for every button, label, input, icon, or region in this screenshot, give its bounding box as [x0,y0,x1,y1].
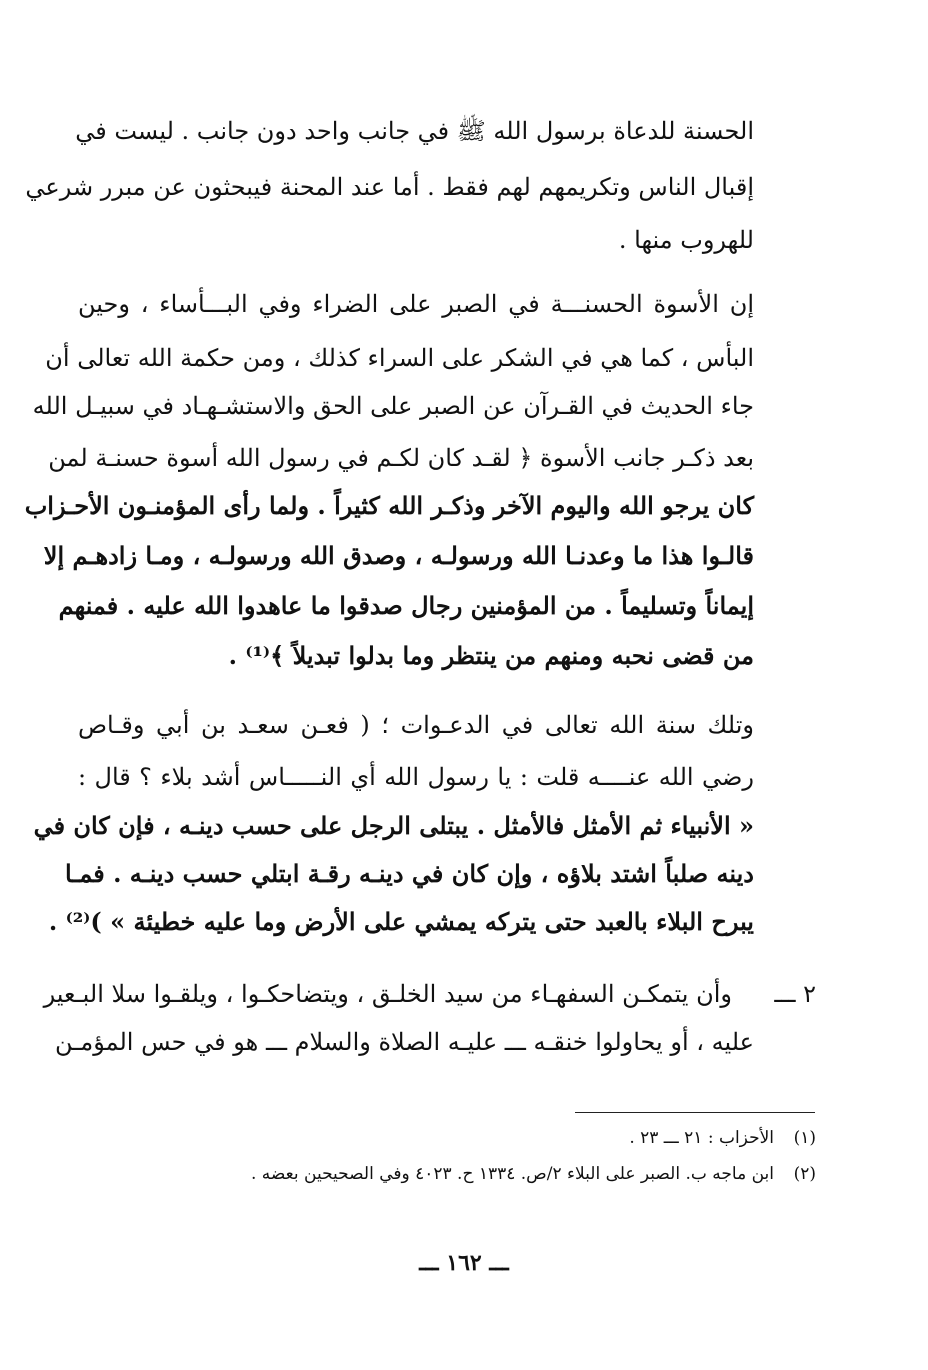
quran-quote-line: إيماناً وتسليماً . من المؤمنين رجال صدقوا ما عاهدوا الله عليه . فمنهم [58,591,754,620]
hadith-quote-line: دينه صلباً اشتد بلاؤه ، وإن كان في دينـه رقـة ابتلي حسب دينـه . فمـا [65,859,754,888]
text-line: الحسنة للدعاة برسول الله ﷺ في جانب واحد دون جانب . ليست في [75,117,754,145]
footnote [140,1160,816,1188]
text-line: رضي الله عنــــه قلت : يا رسول الله أي النـــــاس أشد بلاء ؟ قال : [78,763,754,791]
text-line: وأن يتمكـن السفهـاء من سيد الخلـق ، ويتضاحكـوا ، ويلقـوا سلا البـعير [43,980,732,1008]
quran-quote-line: من قضى نحبه ومنهم من ينتظر وما بدلوا تبديلاً ﴾⁽¹⁾ . [228,641,754,670]
footnote-divider [575,1112,815,1113]
quran-quote-line: بعد ذكـر جانب الأسوة ﴿ لقـد كان لكـم في رسول الله أسوة حسنـة لمن [48,444,754,472]
page-number: ـــ ١٦٢ ـــ [419,1250,509,1276]
quran-quote-line: كان يرجو الله واليوم الآخر وذكـر الله كثيراً . ولما رأى المؤمنـون الأحـزاب [24,491,754,520]
text-line: البأس ، كما هي في الشكر على السراء كذلك ، ومن حكمة الله تعالى أن [45,344,754,372]
text-line: إقبال الناس وتكريمهم لهم فقط . أما عند المحنة فيبحثون عن مبرر شرعي [25,173,754,201]
footnote [140,1124,816,1152]
text-line: وتلك سنة الله تعالى في الدعـوات ؛ ( فعـن سعـد بن أبي وقـاص [78,711,754,739]
hadith-quote-line: يبرح البلاء بالعبد حتى يتركه يمشي على الأرض وما عليه خطيئة » )⁽²⁾ . [48,907,754,936]
footnote-number: (٢) [793,1164,816,1184]
text-line: جاء الحديث في القـرآن عن الصبر على الحق والاستشـهـاد في سبيـل الله [32,392,754,420]
footnote-number: (١) [793,1128,816,1148]
footnote-text: ابن ماجه ب. الصبر على البلاء ٢/ص. ١٣٣٤ ح. ٤٠٢٣ وفي الصحيحين بعضه . [251,1164,774,1184]
hadith-quote-line: « الأنبياء ثم الأمثل فالأمثل . يبتلى الرجل على حسب دينـه ، فإن كان في [33,811,754,840]
quran-quote-line: قالـوا هذا ما وعدنـا الله ورسولـه ، وصدق الله ورسولـه ، ومـا زادهـم إلا [43,541,754,570]
item-number: ٢ ـــ [774,980,816,1008]
text-line: عليه ، أو يحاولوا خنقـه ـــ عليـه الصلاة والسلام ـــ هو في حس المؤمـن [55,1028,754,1056]
text-line: إن الأسوة الحسنـــة في الصبر على الضراء وفي البـــأساء ، وحين [78,290,754,318]
footnote-text: الأحزاب : ٢١ ـــ ٢٣ . [629,1128,774,1148]
text-line: للهروب منها . [618,226,754,254]
